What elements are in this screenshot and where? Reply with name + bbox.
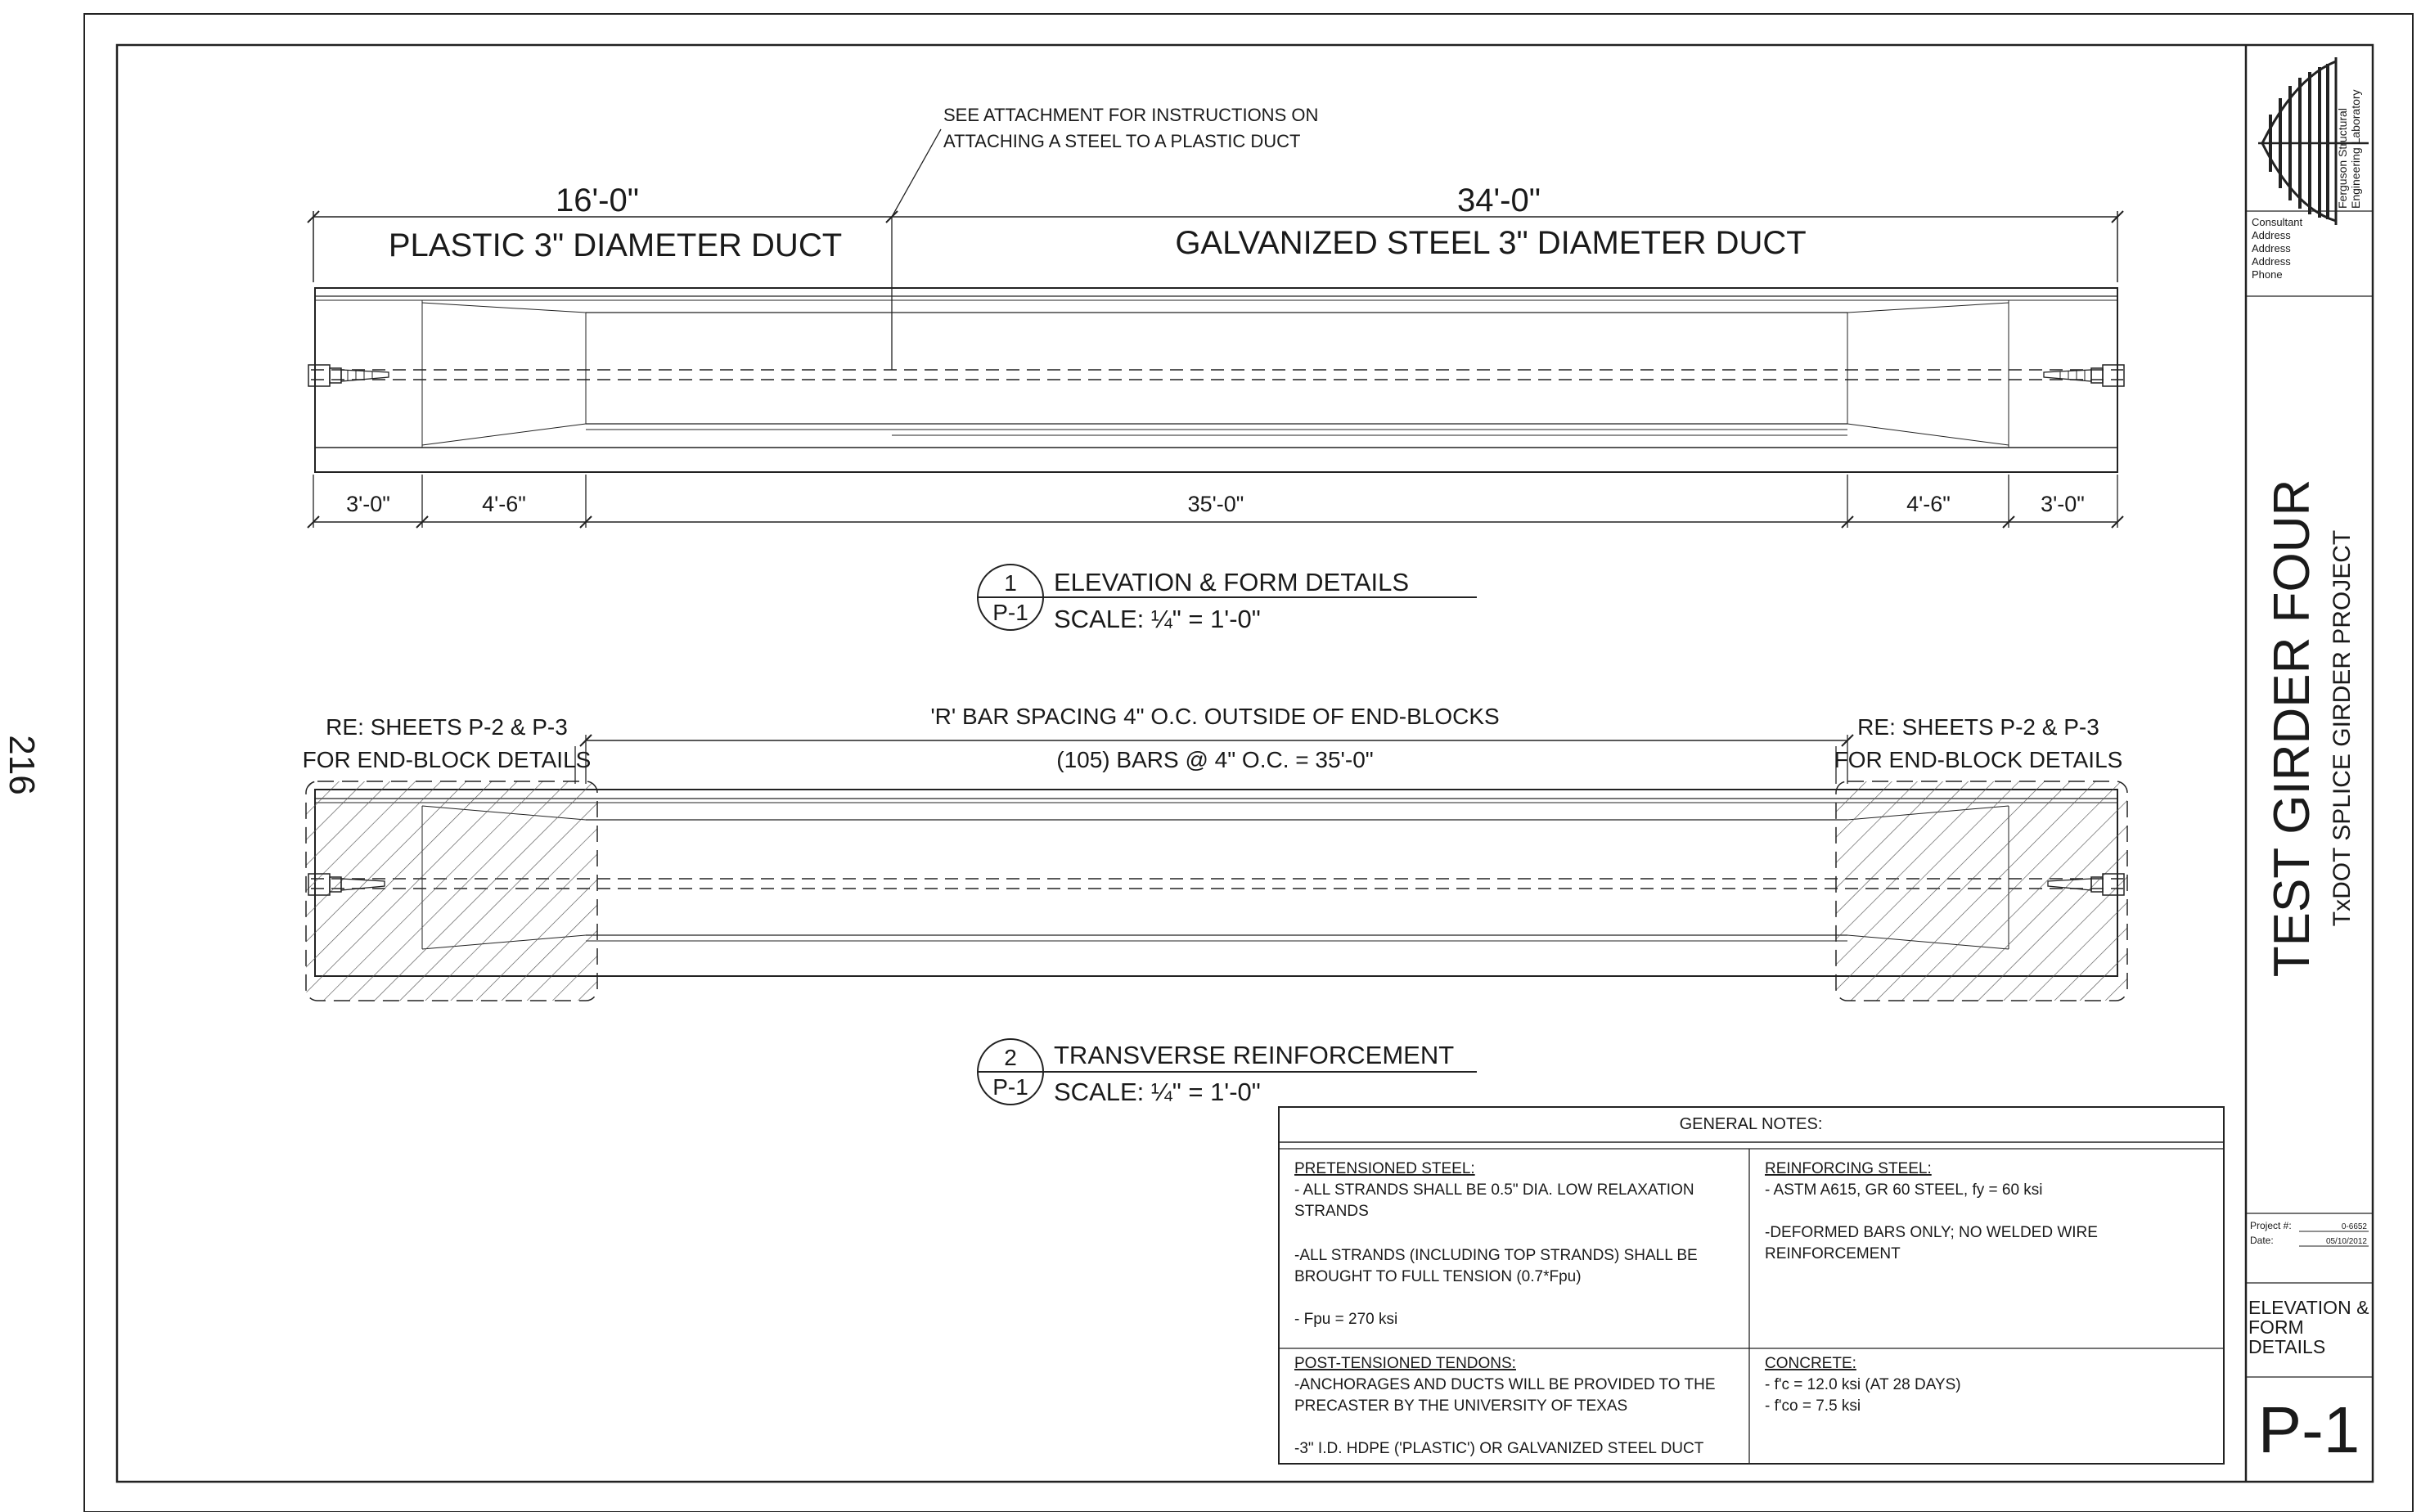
bar-spacing-line1: 'R' BAR SPACING 4" O.C. OUTSIDE OF END-BLOCKS [930, 704, 1500, 729]
lab-name-line1: Ferguson Structural [2336, 108, 2349, 209]
transverse-title: TRANSVERSE REINFORCEMENT [1054, 1041, 1455, 1069]
svg-text:2: 2 [1004, 1045, 1017, 1070]
dim-taper-right: 4'-6" [1906, 492, 1951, 516]
svg-text:-ANCHORAGES AND DUCTS WILL BE: -ANCHORAGES AND DUCTS WILL BE PROVIDED TO THE [1294, 1376, 1716, 1393]
svg-text:DETAILS: DETAILS [2248, 1336, 2326, 1357]
title-block [2246, 57, 2373, 1466]
pretensioned-title: PRETENSIONED STEEL: [1294, 1160, 1475, 1177]
dim-plastic-length: 16'-0" [556, 182, 639, 218]
detail-label-2 [978, 1039, 1477, 1106]
svg-text:REINFORCEMENT: REINFORCEMENT [1765, 1245, 1901, 1262]
elevation-scale: SCALE: ¼" = 1'-0" [1054, 605, 1261, 633]
elevation-view [308, 105, 2124, 633]
right-ref-line1: RE: SHEETS P-2 & P-3 [1857, 714, 2099, 740]
svg-text:-3" I.D. HDPE ('PLASTIC') OR: -3" I.D. HDPE ('PLASTIC') OR GALVANIZED STEEL DUCT [1294, 1440, 1704, 1457]
project-number: 0-6652 [2341, 1222, 2367, 1231]
svg-text:FORM: FORM [2248, 1316, 2304, 1338]
dim-taper-left: 4'-6" [482, 492, 526, 516]
transverse-view [303, 704, 2127, 1106]
sheet-title-main: TEST GIRDER FOUR [2264, 479, 2320, 978]
general-notes-table [1279, 1107, 2224, 1464]
reinforcing-title: REINFORCING STEEL: [1765, 1160, 1932, 1177]
elevation-title: ELEVATION & FORM DETAILS [1054, 568, 1410, 596]
elevation-note-line2: ATTACHING A STEEL TO A PLASTIC DUCT [943, 131, 1301, 151]
svg-text:-ALL STRANDS (INCLUDING TOP ST: -ALL STRANDS (INCLUDING TOP STRANDS) SHALL BE [1294, 1247, 1698, 1264]
svg-text:1: 1 [1004, 570, 1017, 596]
elevation-note-line1: SEE ATTACHMENT FOR INSTRUCTIONS ON [943, 105, 1319, 125]
right-end-block [1836, 781, 2127, 1001]
lab-name-line2: Engineering Laboratory [2349, 89, 2362, 209]
svg-text:BROUGHT TO FULL TENSION (0.7*F: BROUGHT TO FULL TENSION (0.7*Fpu) [1294, 1268, 1582, 1285]
sheet-date: 05/10/2012 [2325, 1237, 2367, 1246]
svg-text:Date:: Date: [2250, 1235, 2274, 1246]
svg-text:PRECASTER BY THE UNIVERSITY OF: PRECASTER BY THE UNIVERSITY OF TEXAS [1294, 1397, 1628, 1415]
dim-middle: 35'-0" [1187, 492, 1244, 516]
concrete-title: CONCRETE: [1765, 1355, 1856, 1372]
svg-text:Phone: Phone [2252, 268, 2283, 281]
left-ref-line2: FOR END-BLOCK DETAILS [302, 747, 592, 772]
svg-text:P-1: P-1 [992, 600, 1028, 625]
right-anchorage [2044, 365, 2124, 386]
bar-spacing-line2: (105) BARS @ 4" O.C. = 35'-0" [1056, 747, 1374, 772]
dim-steel-length: 34'-0" [1457, 182, 1541, 218]
svg-text:ELEVATION &: ELEVATION & [2248, 1297, 2369, 1318]
svg-text:P-1: P-1 [992, 1074, 1028, 1100]
svg-text:Consultant: Consultant [2252, 216, 2303, 228]
label-plastic-duct: PLASTIC 3" DIAMETER DUCT [388, 227, 843, 263]
left-end-block [306, 781, 597, 1001]
right-ref-line2: FOR END-BLOCK DETAILS [1834, 747, 2123, 772]
left-ref-line1: RE: SHEETS P-2 & P-3 [326, 714, 568, 740]
svg-text:Address: Address [2252, 255, 2291, 268]
dim-end-right: 3'-0" [2041, 492, 2085, 516]
notes-header: GENERAL NOTES: [1679, 1115, 1823, 1133]
transverse-scale: SCALE: ¼" = 1'-0" [1054, 1078, 1261, 1106]
page-number: 216 [2, 735, 42, 795]
svg-text:STRANDS: STRANDS [1294, 1203, 1369, 1220]
label-steel-duct: GALVANIZED STEEL 3" DIAMETER DUCT [1175, 225, 1807, 261]
svg-text:-DEFORMED BARS ONLY; NO WELDED: -DEFORMED BARS ONLY; NO WELDED WIRE [1765, 1224, 2098, 1241]
dim-end-left: 3'-0" [346, 492, 390, 516]
svg-text:Address: Address [2252, 242, 2291, 254]
svg-text:- Fpu = 270 ksi: - Fpu = 270 ksi [1294, 1311, 1398, 1328]
svg-text:- ALL STRANDS SHALL BE 0.5" DI: - ALL STRANDS SHALL BE 0.5" DIA. LOW RELAXATION [1294, 1181, 1694, 1199]
sheet-title-sub: TxDOT SPLICE GIRDER PROJECT [2329, 529, 2356, 927]
svg-text:Address: Address [2252, 229, 2291, 241]
svg-text:- ASTM A615, GR 60 STEEL, fy =: - ASTM A615, GR 60 STEEL, fy = 60 ksi [1765, 1181, 2043, 1199]
left-anchorage [308, 365, 389, 386]
svg-text:Project #:: Project #: [2250, 1220, 2292, 1231]
svg-text:- f'c = 12.0 ksi (AT 28 DAYS): - f'c = 12.0 ksi (AT 28 DAYS) [1765, 1376, 1961, 1393]
svg-text:- f'co = 7.5 ksi: - f'co = 7.5 ksi [1765, 1397, 1861, 1415]
sheet-number: P-1 [2257, 1393, 2360, 1466]
posttension-title: POST-TENSIONED TENDONS: [1294, 1355, 1516, 1372]
detail-label-1 [978, 565, 1477, 633]
